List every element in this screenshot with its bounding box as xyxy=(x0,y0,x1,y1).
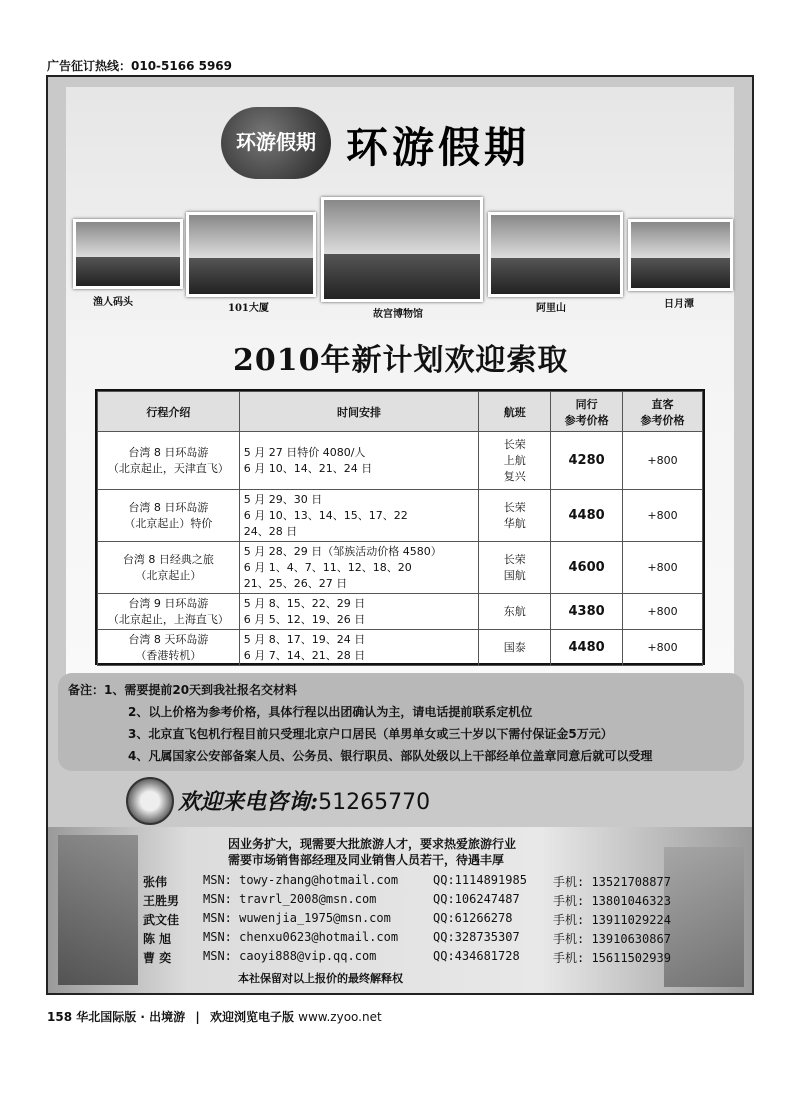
mascot-icon xyxy=(126,777,174,825)
photo-fishermans-wharf xyxy=(73,219,183,289)
peer-price-cell: 4480 xyxy=(551,630,623,666)
time-cell: 5 月 8、15、22、29 日 6 月 5、12、19、26 日 xyxy=(239,594,479,630)
contact-msn: MSN: travrl_2008@msn.com xyxy=(203,892,377,906)
contact-mobile: 手机: 13801046323 xyxy=(553,894,671,908)
peer-price-cell: 4380 xyxy=(551,594,623,630)
contact-name: 王胜男 xyxy=(143,894,180,908)
recruit-line-2: 需要市场销售部经理及同业销售人员若干，待遇丰厚 xyxy=(228,853,505,867)
page-footer xyxy=(47,1008,382,1025)
website-link[interactable]: www.zyoo.net xyxy=(298,1010,382,1024)
photo-caption: 101大厦 xyxy=(228,303,269,314)
header-peer-price: 同行 参考价格 xyxy=(551,392,623,432)
airline-cell: 国泰 xyxy=(479,630,551,666)
airline-cell: 长荣 国航 xyxy=(479,542,551,594)
photo-caption: 渔人码头 xyxy=(93,297,133,308)
route-cell: 台湾 8 天环岛游 （香港转机） xyxy=(98,630,240,666)
recruit-line-1: 因业务扩大，现需要大批旅游人才，要求热爱旅游行业 xyxy=(228,837,517,851)
direct-price-cell: +800 xyxy=(623,490,703,542)
tour-table xyxy=(95,389,705,665)
contact-name: 曹 奕 xyxy=(143,951,172,965)
header-airline: 航班 xyxy=(479,392,551,432)
table-row xyxy=(98,630,703,666)
contact-name: 陈 旭 xyxy=(143,932,172,946)
contact-msn: MSN: chenxu0623@hotmail.com xyxy=(203,930,399,944)
header-route: 行程介绍 xyxy=(98,392,240,432)
ebook-text: 欢迎浏览电子版 xyxy=(209,1010,294,1024)
contact-qq: QQ:106247487 xyxy=(433,892,520,906)
airline-cell: 东航 xyxy=(479,594,551,630)
note-3: 3、北京直飞包机行程目前只受理北京户口居民（单男单女或三十岁以下需付保证金5万元） xyxy=(128,727,613,741)
contact-qq: QQ:434681728 xyxy=(433,949,520,963)
peer-price-cell: 4280 xyxy=(551,432,623,490)
airline-cell: 长荣 华航 xyxy=(479,490,551,542)
brand-logo: 环游假期 xyxy=(221,107,331,179)
route-cell: 台湾 9 日环岛游 （北京起止，上海直飞） xyxy=(98,594,240,630)
header-direct-price: 直客 参考价格 xyxy=(623,392,703,432)
advertisement xyxy=(46,75,754,995)
contact-row xyxy=(143,930,703,948)
publication-name: 华北国际版 · 出境游 xyxy=(76,1010,186,1024)
contact-qq: QQ:1114891985 xyxy=(433,873,527,887)
note-1: 备注：1、需要提前20天到我社报名交材料 xyxy=(68,683,298,697)
photo-alishan xyxy=(488,212,623,297)
table-row xyxy=(98,594,703,630)
contact-name: 武文佳 xyxy=(143,913,180,927)
table-row xyxy=(98,432,703,490)
disclaimer: 本社保留对以上报价的最终解释权 xyxy=(238,972,403,985)
direct-price-cell: +800 xyxy=(623,542,703,594)
photo-taipei-101 xyxy=(186,212,316,297)
route-cell: 台湾 8 日经典之旅 （北京起止） xyxy=(98,542,240,594)
contact-row xyxy=(143,873,703,891)
decor-photos-left xyxy=(58,835,138,985)
footer-separator: | xyxy=(195,1010,200,1024)
contact-qq: QQ:61266278 xyxy=(433,911,513,925)
photo-caption: 阿里山 xyxy=(536,303,566,314)
airline-cell: 长荣 上航 复兴 xyxy=(479,432,551,490)
page-number: 158 xyxy=(47,1010,73,1024)
notes-panel xyxy=(58,673,744,771)
plan-title: 2010年新计划欢迎索取 xyxy=(233,343,569,378)
contact-qq: QQ:328735307 xyxy=(433,930,520,944)
direct-price-cell: +800 xyxy=(623,432,703,490)
photo-strip xyxy=(68,197,738,320)
table-header xyxy=(98,392,703,432)
contact-mobile: 手机: 15611502939 xyxy=(553,951,671,965)
route-cell: 台湾 8 日环岛游 （北京起止）特价 xyxy=(98,490,240,542)
time-cell: 5 月 27 日特价 4080/人 6 月 10、14、21、24 日 xyxy=(239,432,479,490)
note-4: 4、凡属国家公安部备案人员、公务员、银行职员、部队处级以上干部经单位盖章同意后就可以受理 xyxy=(128,749,653,763)
time-cell: 5 月 28、29 日（邹族活动价格 4580） 6 月 1、4、7、11、12、18、20 21、25、26、27 日 xyxy=(239,542,479,594)
contact-msn: MSN: caoyi888@vip.qq.com xyxy=(203,949,377,963)
ad-hotline: 广告征订热线：010-5166 5969 xyxy=(47,59,233,73)
route-cell: 台湾 8 日环岛游 （北京起止，天津直飞） xyxy=(98,432,240,490)
header-time: 时间安排 xyxy=(239,392,479,432)
time-cell: 5 月 29、30 日 6 月 10、13、14、15、17、22 24、28 日 xyxy=(239,490,479,542)
direct-price-cell: +800 xyxy=(623,594,703,630)
peer-price-cell: 4480 xyxy=(551,490,623,542)
contact-row xyxy=(143,911,703,929)
contact-name: 张伟 xyxy=(143,875,168,889)
photo-caption: 故宫博物馆 xyxy=(373,309,423,320)
contact-row xyxy=(143,949,703,967)
welcome-phone: 51265770 xyxy=(318,790,431,815)
contact-msn: MSN: towy-zhang@hotmail.com xyxy=(203,873,399,887)
time-cell: 5 月 8、17、19、24 日 6 月 7、14、21、28 日 xyxy=(239,630,479,666)
photo-palace-museum xyxy=(321,197,483,302)
table-row xyxy=(98,490,703,542)
contact-row xyxy=(143,892,703,910)
direct-price-cell: +800 xyxy=(623,630,703,666)
note-2: 2、以上价格为参考价格，具体行程以出团确认为主，请电话提前联系定机位 xyxy=(128,705,533,719)
contact-msn: MSN: wuwenjia_1975@msn.com xyxy=(203,911,391,925)
table-row xyxy=(98,542,703,594)
welcome-text: 欢迎来电咨询: xyxy=(178,789,319,815)
photo-caption: 日月潭 xyxy=(664,299,694,310)
peer-price-cell: 4600 xyxy=(551,542,623,594)
welcome-line xyxy=(178,785,430,816)
brand-title: 环游假期 xyxy=(346,123,531,172)
contact-mobile: 手机: 13910630867 xyxy=(553,932,671,946)
contact-mobile: 手机: 13521708877 xyxy=(553,875,671,889)
photo-sun-moon-lake xyxy=(628,219,733,291)
contact-mobile: 手机: 13911029224 xyxy=(553,913,671,927)
